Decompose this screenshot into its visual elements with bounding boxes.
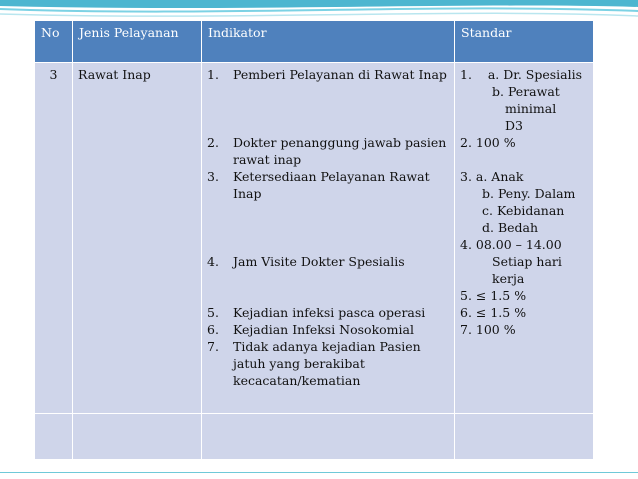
indikator-number: 1. [207,67,219,82]
standar-line: d. Bedah [482,220,539,235]
indikator-item [207,338,451,389]
indikator-number: 4. [207,254,219,269]
bottom-divider [0,472,638,473]
standar-line: 4. 08.00 – 14.00 [460,237,562,252]
empty-cell [202,414,455,460]
row-indikator-list [202,63,455,414]
indikator-text: Jam Visite Dokter Spesialis [233,254,405,269]
row-jenis-pelayanan: Rawat Inap [73,63,202,414]
indikator-item [207,134,451,168]
indikator-text: Tidak adanya kejadian Pasien jatuh yang berakibat kecacatan/kematian [233,339,421,388]
indikator-text: Ketersediaan Pelayanan Rawat Inap [233,169,430,201]
standar-line: 6. ≤ 1.5 % [460,305,527,320]
indikator-item [207,66,451,83]
standar-line: kerja [492,271,525,286]
indikator-text: Kejadian infeksi pasca operasi [233,305,426,320]
indikator-text: Pemberi Pelayanan di Rawat Inap [233,67,447,82]
row-number: 3 [35,63,73,414]
standar-line: b. Perawat [492,84,560,99]
indikator-item [207,304,451,321]
indikator-item [207,168,451,202]
empty-cell [35,414,73,460]
empty-cell [455,414,594,460]
standar-line: minimal [505,101,557,116]
empty-row [35,414,594,460]
row-standar-list [455,63,594,414]
standar-line: 1. a. Dr. Spesialis [460,67,583,82]
indikator-number: 6. [207,322,219,337]
standar-line: 5. ≤ 1.5 % [460,288,527,303]
table-header-row [35,21,594,63]
service-standard-table [34,20,594,460]
indikator-number: 7. [207,339,219,354]
header-jenis-pelayanan: Jenis Pelayanan [73,21,202,63]
standar-line: 3. a. Anak [460,169,524,184]
standar-line: 2. 100 % [460,135,516,150]
indikator-number: 2. [207,135,219,150]
indikator-number: 5. [207,305,219,320]
empty-cell [73,414,202,460]
header-no: No [35,21,73,63]
indikator-text: Dokter penanggung jawab pasien rawat inap [233,135,447,167]
standar-line: b. Peny. Dalam [482,186,576,201]
standar-line: c. Kebidanan [482,203,565,218]
standar-line: D3 [505,118,523,133]
indikator-item [207,253,451,270]
header-standar: Standar [455,21,594,63]
indikator-item [207,321,451,338]
standar-line: 7. 100 % [460,322,516,337]
header-indikator: Indikator [202,21,455,63]
table-row [35,63,594,414]
indikator-text: Kejadian Infeksi Nosokomial [233,322,414,337]
standar-line: Setiap hari [492,254,562,269]
indikator-number: 3. [207,169,219,184]
